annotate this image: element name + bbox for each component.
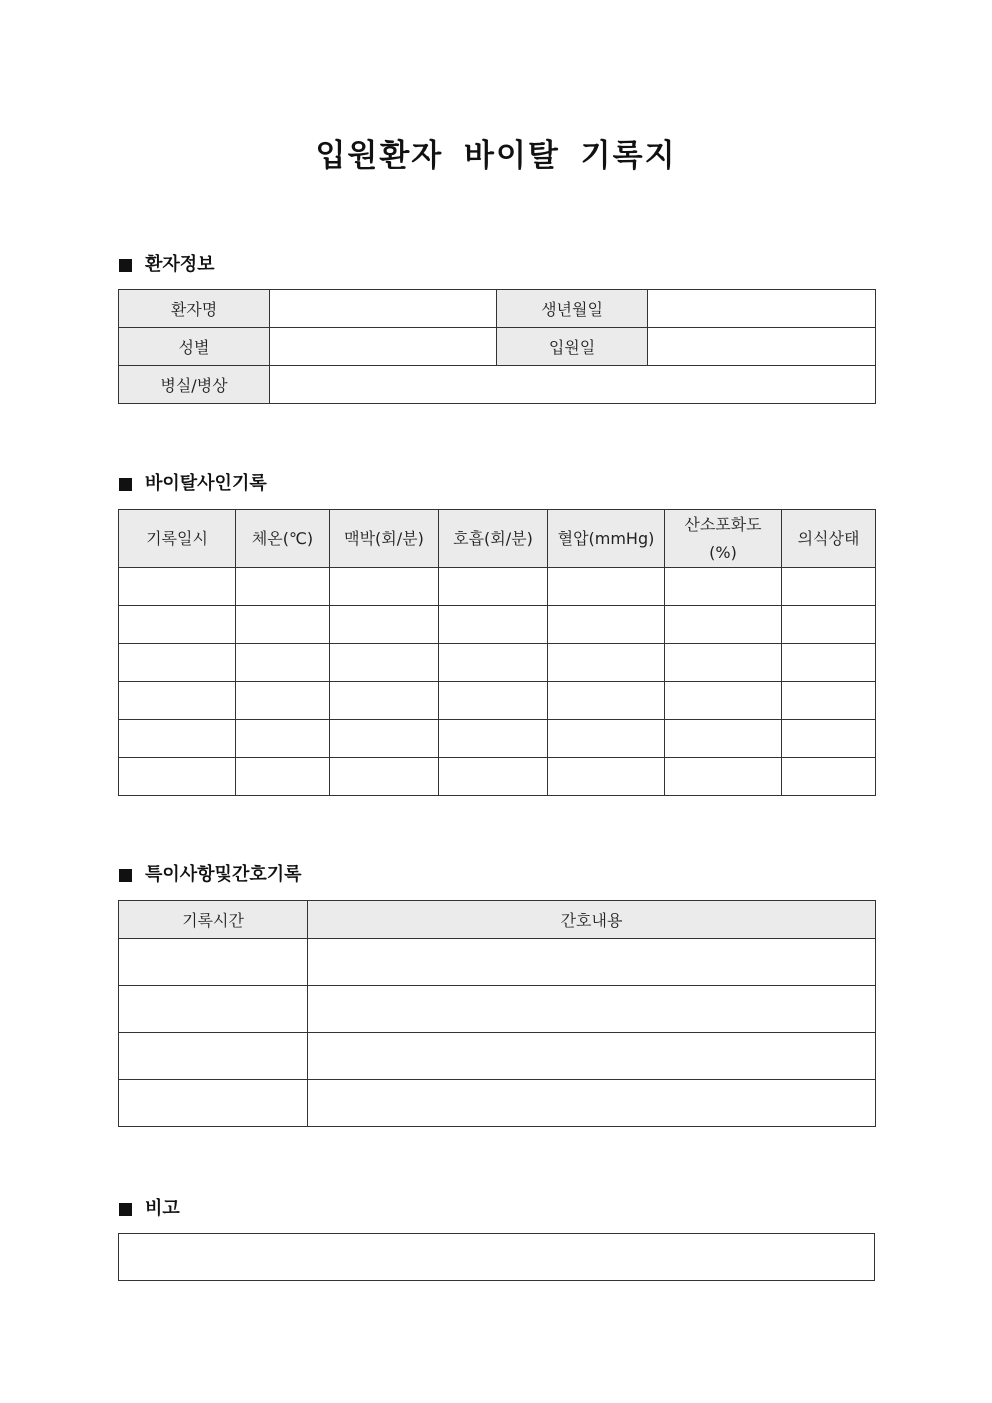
- pulse-cell[interactable]: [330, 682, 439, 720]
- admission-date-label: 입원일: [497, 328, 648, 366]
- temperature-cell[interactable]: [236, 682, 330, 720]
- oxygen-saturation-cell[interactable]: [665, 606, 782, 644]
- pulse-cell[interactable]: [330, 606, 439, 644]
- respiration-cell[interactable]: [439, 682, 548, 720]
- column-header-consciousness: 의식상태: [782, 510, 876, 568]
- blood-pressure-cell[interactable]: [548, 644, 665, 682]
- temperature-cell[interactable]: [236, 606, 330, 644]
- black-square-icon: [119, 259, 132, 272]
- patient-name-field[interactable]: [270, 290, 497, 328]
- pulse-cell[interactable]: [330, 644, 439, 682]
- column-header-record-datetime: 기록일시: [119, 510, 236, 568]
- table-row: [119, 1234, 875, 1281]
- section-heading-remarks: [119, 1196, 180, 1222]
- consciousness-cell[interactable]: [782, 720, 876, 758]
- respiration-cell[interactable]: [439, 644, 548, 682]
- record-datetime-cell[interactable]: [119, 720, 236, 758]
- column-header-temperature: 체온(℃): [236, 510, 330, 568]
- respiration-cell[interactable]: [439, 568, 548, 606]
- temperature-cell[interactable]: [236, 720, 330, 758]
- table-row: [119, 568, 876, 606]
- table-row: [119, 682, 876, 720]
- temperature-cell[interactable]: [236, 644, 330, 682]
- blood-pressure-cell[interactable]: [548, 606, 665, 644]
- nursing-content-cell[interactable]: [308, 1080, 876, 1127]
- table-header-row: [119, 510, 876, 568]
- table-row: [119, 606, 876, 644]
- consciousness-cell[interactable]: [782, 644, 876, 682]
- birth-date-field[interactable]: [648, 290, 876, 328]
- remarks-table: [118, 1233, 875, 1281]
- nursing-content-cell[interactable]: [308, 1033, 876, 1080]
- nursing-content-cell[interactable]: [308, 986, 876, 1033]
- document-title: 입원환자 바이탈 기록지: [315, 138, 677, 174]
- table-row: [119, 290, 876, 328]
- temperature-cell[interactable]: [236, 758, 330, 796]
- blood-pressure-cell[interactable]: [548, 682, 665, 720]
- record-datetime-cell[interactable]: [119, 682, 236, 720]
- sex-field[interactable]: [270, 328, 497, 366]
- blood-pressure-cell[interactable]: [548, 758, 665, 796]
- record-time-cell[interactable]: [119, 1080, 308, 1127]
- birth-date-label: 생년월일: [497, 290, 648, 328]
- vital-signs-table: [118, 509, 876, 796]
- respiration-cell[interactable]: [439, 606, 548, 644]
- consciousness-cell[interactable]: [782, 606, 876, 644]
- table-row: [119, 644, 876, 682]
- blood-pressure-cell[interactable]: [548, 720, 665, 758]
- nursing-content-cell[interactable]: [308, 939, 876, 986]
- section-heading-label: 환자정보: [145, 254, 215, 275]
- blood-pressure-cell[interactable]: [548, 568, 665, 606]
- sex-label: 성별: [119, 328, 270, 366]
- respiration-cell[interactable]: [439, 720, 548, 758]
- admission-date-field[interactable]: [648, 328, 876, 366]
- column-header-oxygen-saturation: 산소포화도(%): [665, 510, 782, 568]
- pulse-cell[interactable]: [330, 720, 439, 758]
- room-bed-label: 병실/병상: [119, 366, 270, 404]
- record-datetime-cell[interactable]: [119, 606, 236, 644]
- record-time-cell[interactable]: [119, 939, 308, 986]
- section-heading-nursing-notes: [119, 862, 302, 888]
- column-header-record-time: 기록시간: [119, 901, 308, 939]
- column-header-nursing-content: 간호내용: [308, 901, 876, 939]
- black-square-icon: [119, 478, 132, 491]
- column-header-respiration: 호흡(회/분): [439, 510, 548, 568]
- respiration-cell[interactable]: [439, 758, 548, 796]
- table-row: [119, 1080, 876, 1127]
- section-heading-label: 특이사항및간호기록: [145, 864, 302, 885]
- record-datetime-cell[interactable]: [119, 644, 236, 682]
- pulse-cell[interactable]: [330, 758, 439, 796]
- oxygen-saturation-cell[interactable]: [665, 644, 782, 682]
- section-heading-patient-info: [119, 252, 215, 278]
- oxygen-saturation-cell[interactable]: [665, 568, 782, 606]
- room-bed-field[interactable]: [270, 366, 876, 404]
- column-header-pulse: 맥박(회/분): [330, 510, 439, 568]
- patient-name-label: 환자명: [119, 290, 270, 328]
- pulse-cell[interactable]: [330, 568, 439, 606]
- oxygen-saturation-cell[interactable]: [665, 720, 782, 758]
- section-heading-label: 바이탈사인기록: [145, 473, 267, 494]
- patient-info-table: [118, 289, 876, 404]
- table-header-row: [119, 901, 876, 939]
- consciousness-cell[interactable]: [782, 682, 876, 720]
- section-heading-label: 비고: [145, 1198, 180, 1219]
- table-row: [119, 986, 876, 1033]
- record-datetime-cell[interactable]: [119, 758, 236, 796]
- section-heading-vital-signs: [119, 471, 267, 497]
- oxygen-saturation-cell[interactable]: [665, 758, 782, 796]
- record-time-cell[interactable]: [119, 986, 308, 1033]
- consciousness-cell[interactable]: [782, 758, 876, 796]
- record-time-cell[interactable]: [119, 1033, 308, 1080]
- temperature-cell[interactable]: [236, 568, 330, 606]
- record-datetime-cell[interactable]: [119, 568, 236, 606]
- table-row: [119, 939, 876, 986]
- table-row: [119, 1033, 876, 1080]
- remarks-field[interactable]: [119, 1234, 875, 1281]
- table-row: [119, 720, 876, 758]
- table-row: [119, 328, 876, 366]
- oxygen-saturation-cell[interactable]: [665, 682, 782, 720]
- table-row: [119, 758, 876, 796]
- black-square-icon: [119, 1203, 132, 1216]
- black-square-icon: [119, 869, 132, 882]
- table-row: [119, 366, 876, 404]
- nursing-notes-table: [118, 900, 876, 1127]
- column-header-blood-pressure: 혈압(mmHg): [548, 510, 665, 568]
- consciousness-cell[interactable]: [782, 568, 876, 606]
